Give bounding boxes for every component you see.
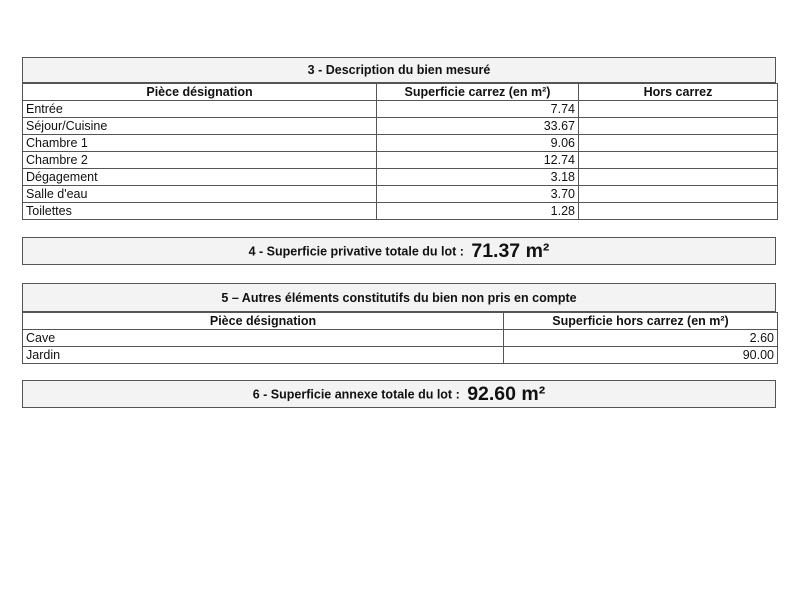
room-carrez: 1.28: [377, 203, 579, 220]
room-carrez: 12.74: [377, 152, 579, 169]
room-name: Chambre 2: [23, 152, 377, 169]
col-header-piece: Pièce désignation: [23, 313, 504, 330]
room-carrez: 7.74: [377, 101, 579, 118]
section5-title-text: 5 – Autres éléments constitutifs du bien non pris en compte: [221, 291, 577, 305]
room-hors-carrez: [579, 203, 778, 220]
room-carrez: 9.06: [377, 135, 579, 152]
section4-label: 4 - Superficie privative totale du lot :: [248, 244, 464, 259]
section5-title: [22, 283, 776, 312]
room-name: Dégagement: [23, 169, 377, 186]
table-row: [23, 152, 778, 169]
room-name: Salle d'eau: [23, 186, 377, 203]
section5-table: [22, 312, 778, 364]
room-hors-carrez: [579, 152, 778, 169]
col-header-carrez: Superficie carrez (en m²): [377, 84, 579, 101]
table-row: [23, 186, 778, 203]
room-hors-carrez: [579, 169, 778, 186]
col-header-hors-carrez: Hors carrez: [579, 84, 778, 101]
table-row: [23, 330, 778, 347]
annex-name: Jardin: [23, 347, 504, 364]
section3-table: [22, 83, 778, 220]
room-hors-carrez: [579, 186, 778, 203]
table-row: [23, 135, 778, 152]
room-name: Chambre 1: [23, 135, 377, 152]
annex-name: Cave: [23, 330, 504, 347]
room-hors-carrez: [579, 118, 778, 135]
table-row: [23, 203, 778, 220]
col-header-hors-carrez: Superficie hors carrez (en m²): [504, 313, 778, 330]
room-hors-carrez: [579, 101, 778, 118]
room-name: Toilettes: [23, 203, 377, 220]
section6-label: 6 - Superficie annexe totale du lot :: [252, 387, 460, 402]
section4-value: 71.37 m²: [471, 240, 550, 263]
room-carrez: 3.70: [377, 186, 579, 203]
room-carrez: 3.18: [377, 169, 579, 186]
room-name: Séjour/Cuisine: [23, 118, 377, 135]
room-hors-carrez: [579, 135, 778, 152]
table-row: [23, 169, 778, 186]
table-row: [23, 347, 778, 364]
room-name: Entrée: [23, 101, 377, 118]
col-header-piece: Pièce désignation: [23, 84, 377, 101]
section4-total: [22, 237, 776, 265]
section3-title-text: 3 - Description du bien mesuré: [307, 63, 491, 77]
annex-surface: 90.00: [504, 347, 778, 364]
table-header-row: [23, 313, 778, 330]
section6-total: [22, 380, 776, 408]
table-row: [23, 101, 778, 118]
table-row: [23, 118, 778, 135]
annex-surface: 2.60: [504, 330, 778, 347]
section3-title: [22, 57, 776, 83]
room-carrez: 33.67: [377, 118, 579, 135]
section6-value: 92.60 m²: [467, 383, 546, 406]
table-header-row: [23, 84, 778, 101]
